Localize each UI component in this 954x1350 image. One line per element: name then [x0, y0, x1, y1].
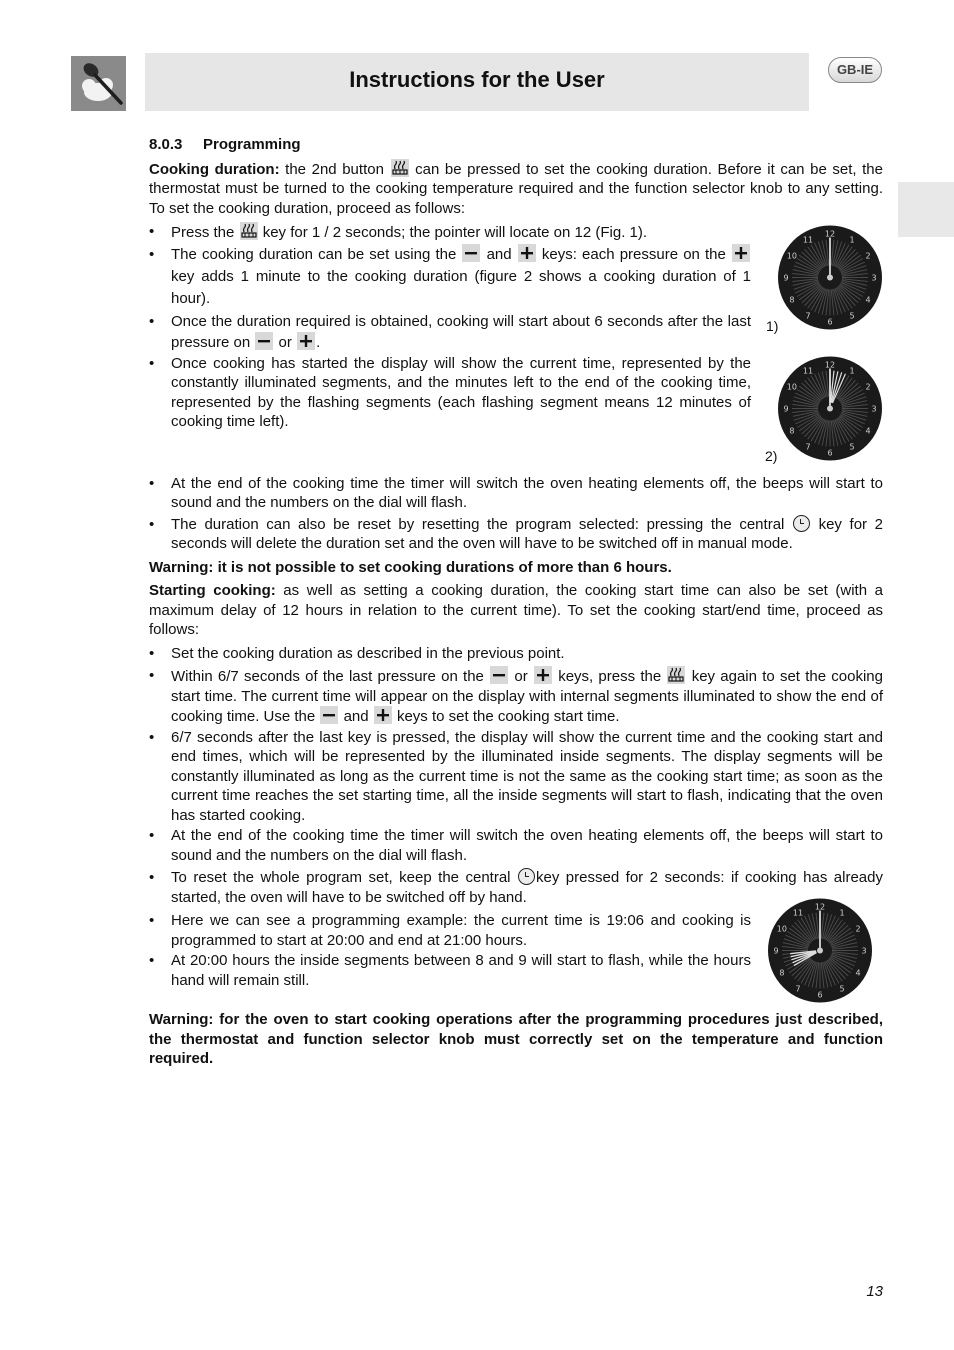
text-run: keys, press the	[552, 668, 667, 685]
dial-number: 5	[849, 442, 855, 452]
dial-number: 11	[802, 366, 814, 376]
plus-key-icon	[297, 332, 315, 350]
text-run: To reset the whole program set, keep the central	[171, 869, 517, 886]
header-bar	[145, 53, 809, 111]
dial-number: 6	[817, 990, 823, 1000]
section-number: 8.0.3	[149, 136, 183, 153]
list-item	[149, 911, 751, 950]
final-warning: Warning: for the oven to start cooking operations after the programming procedures just described, the thermostat and function selector knob must correctly set on the temperature and function required.	[149, 1011, 883, 1067]
dial-number: 1	[849, 235, 855, 245]
dial-number: 3	[871, 273, 877, 283]
text-run: key again to set the cooking start time. The current time will appear on the display with internal segments illuminated to show the end of cooking time. Use the	[171, 668, 883, 725]
dial-hub	[817, 948, 823, 954]
dial-number: 2	[855, 924, 861, 934]
minus-key-icon	[462, 244, 480, 262]
clock-key-icon	[793, 515, 810, 532]
dial-number: 4	[865, 295, 871, 305]
list-item	[149, 951, 751, 990]
text-run: The duration can also be reset by resetting the program selected: pressing the central	[171, 515, 792, 533]
text-run: the 2nd button	[279, 160, 390, 178]
text-run: Here we can see a programming example: the current time is 19:06 and cooking is programmed to start at 20:00 and end at 21:00 hours.	[171, 912, 751, 949]
text-run: key adds 1 minute to the cooking duration (figure 2 shows a cooking duration of 1 hour).	[171, 267, 751, 307]
starting-cooking-intro	[149, 581, 883, 640]
text-run: At the end of the cooking time the timer will switch the oven heating elements off, the beeps will start to sound and the numbers on the dial will flash.	[171, 474, 883, 511]
dial-hub	[827, 275, 833, 281]
text-run: and	[481, 245, 517, 263]
list-item	[149, 728, 883, 826]
dial-number: 5	[839, 984, 845, 994]
list-item	[149, 826, 883, 865]
dial-number: 12	[824, 229, 836, 239]
dial-number: 3	[871, 404, 877, 414]
text-run: keys to set the cooking start time.	[392, 708, 620, 725]
text-run: or	[274, 333, 297, 351]
dial-number: 10	[776, 924, 787, 934]
cooking-duration-intro	[149, 159, 883, 219]
dial-number: 11	[802, 235, 814, 245]
text-run: or	[509, 668, 533, 685]
list-item	[149, 244, 751, 310]
dial-number: 6	[827, 317, 833, 327]
dial-number: 11	[792, 908, 804, 918]
dial-number: 2	[865, 251, 871, 261]
dial-number: 10	[786, 251, 797, 261]
dial-number: 3	[861, 946, 867, 956]
text-run: Once the duration required is obtained, cooking will start about 6 seconds after the last pressure on	[171, 312, 751, 351]
dial-number: 9	[773, 946, 779, 956]
language-badge: GB-IE	[828, 57, 882, 83]
list-item	[149, 311, 751, 353]
text-run: Once cooking has started the display will show the current time, represented by the constantly illuminated segments, and the minutes left to the end of the cooking time, represented by the flashing segments (each flashing segment means 12 minutes of cooking time left).	[171, 354, 751, 430]
duration-end-list	[149, 474, 883, 554]
text-run: The cooking duration can be set using the	[171, 245, 462, 263]
dial-number: 5	[849, 311, 855, 321]
starting-steps-list	[149, 644, 883, 908]
plus-key-icon	[518, 244, 536, 262]
duration-steam-key-icon	[667, 666, 685, 684]
figure-2-label: 2)	[765, 448, 778, 464]
starting-cooking-label: Starting cooking:	[149, 582, 276, 599]
list-item	[149, 644, 883, 664]
plus-key-icon	[732, 244, 750, 262]
plus-key-icon	[374, 706, 392, 724]
duration-warning: Warning: it is not possible to set cooking durations of more than 6 hours.	[149, 558, 672, 576]
plus-key-icon	[534, 666, 552, 684]
list-item	[149, 354, 751, 432]
dial-number: 2	[865, 382, 871, 392]
minus-key-icon	[255, 332, 273, 350]
dial-hub	[827, 406, 833, 412]
text-run: key for 1 / 2 seconds; the pointer will locate on 12 (Fig. 1).	[258, 224, 648, 241]
dial-number: 9	[783, 273, 789, 283]
minus-key-icon	[490, 666, 508, 684]
dial-number: 10	[786, 382, 797, 392]
duration-steam-key-icon	[391, 159, 409, 177]
text-run: Set the cooking duration as described in the previous point.	[171, 644, 565, 662]
list-item	[149, 222, 751, 243]
dial-number: 7	[805, 442, 811, 452]
main-content	[149, 135, 883, 994]
dial-number: 4	[855, 968, 861, 978]
dial-number: 1	[849, 366, 855, 376]
text-run: as well as setting a cooking duration, the cooking start time can also be set (with a maximum delay of 12 hours in relation to the current time). To set the cooking start/end time, proceed as follows:	[149, 582, 883, 638]
dial-figure-2	[777, 355, 883, 462]
dial-figure-1	[777, 224, 883, 331]
dial-number: 8	[779, 968, 785, 978]
dial-figure-3	[767, 897, 873, 1004]
text-run: .	[316, 333, 321, 351]
logo	[71, 56, 126, 111]
section-title: Programming	[203, 136, 301, 153]
list-item	[149, 474, 883, 513]
text-run: At the end of the cooking time the timer will switch the oven heating elements off, the beeps will start to sound and the numbers on the dial will flash.	[171, 827, 883, 864]
dial-number: 9	[783, 404, 789, 414]
section-heading	[149, 135, 883, 155]
text-run: keys: each pressure on the	[536, 245, 731, 263]
dial-number: 8	[789, 295, 795, 305]
list-item	[149, 515, 883, 554]
dial-number: 12	[824, 360, 836, 370]
page-number: 13	[866, 1283, 883, 1300]
text-run: key pressed for 2 seconds: if cooking has already started, the oven will have to be switched off by hand.	[171, 869, 883, 906]
duration-steam-key-icon	[240, 222, 258, 240]
minus-key-icon	[320, 706, 338, 724]
list-item	[149, 666, 883, 727]
dial-number: 1	[839, 908, 845, 918]
text-run: and	[339, 708, 373, 725]
text-run: can be pressed to set the cooking duration. Before it can be set, the thermostat must be turned to the cooking temperature required and the function selector knob to any setting. To set the cooking duration, proceed as follows:	[149, 160, 883, 217]
text-run: At 20:00 hours the inside segments between 8 and 9 will start to flash, while the hours hand will remain still.	[171, 952, 751, 989]
dial-number: 7	[795, 984, 801, 994]
dial-number: 6	[827, 448, 833, 458]
spoon-chef-hat-icon	[71, 56, 126, 111]
text-run: key for 2 seconds will delete the duration set and the oven will have to be switched off in manual mode.	[171, 515, 883, 552]
page-title: Instructions for the User	[349, 67, 605, 92]
text-run: Press the	[171, 224, 239, 241]
text-run: 6/7 seconds after the last key is pressed, the display will show the current time and the cooking start and end times, which will be represented by the illuminated inside segments. The display segments will be constantly illuminated as long as the current time is not the same as the cooking start time; as soon as the current time reaches the set starting time, all the inside segments will start to flash, indicating that the oven has started cooking.	[171, 728, 883, 824]
dial-number: 12	[814, 902, 826, 912]
clock-key-icon	[518, 868, 535, 885]
cooking-duration-label: Cooking duration:	[149, 160, 280, 178]
dial-number: 7	[805, 311, 811, 321]
side-tab	[898, 182, 954, 237]
dial-number: 8	[789, 426, 795, 436]
figure-1-label: 1)	[766, 318, 779, 334]
text-run: Within 6/7 seconds of the last pressure on the	[171, 668, 490, 685]
dial-number: 4	[865, 426, 871, 436]
